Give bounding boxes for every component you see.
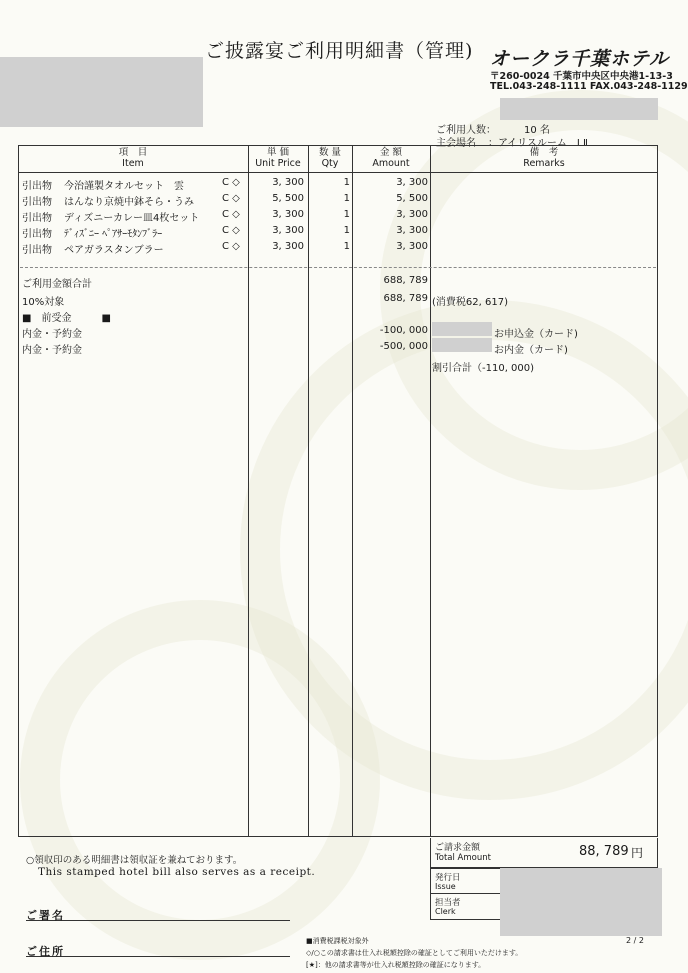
header-qty bbox=[308, 147, 352, 169]
tax-note-1: ■消費税課税対象外 bbox=[306, 937, 369, 945]
item-tax-mark: C ◇ bbox=[222, 209, 240, 220]
summary-tax10-amount: 688, 789 bbox=[383, 293, 428, 304]
col-divider bbox=[430, 145, 431, 837]
summary-deposit1-remark: お申込金（カード) bbox=[494, 329, 578, 340]
header-qty-jp: 数 量 bbox=[318, 147, 342, 158]
address-label: ご住所 bbox=[26, 945, 65, 958]
summary-tax10-label: 10%対象 bbox=[22, 297, 65, 308]
summary-deposit2-amount: -500, 000 bbox=[379, 341, 428, 352]
summary-tax10-remark: (消費税62, 617) bbox=[432, 297, 508, 308]
item-tax-mark: C ◇ bbox=[222, 193, 240, 204]
col-divider bbox=[308, 145, 309, 837]
redacted-issue-clerk bbox=[500, 868, 662, 936]
item-name: 今治謹製タオルセット 雲 bbox=[64, 181, 184, 192]
summary-discount-remark: 割引合計（-110, 000) bbox=[432, 363, 535, 374]
item-qty: 1 bbox=[343, 225, 350, 236]
signature-line bbox=[26, 904, 290, 921]
item-tax-mark: C ◇ bbox=[222, 241, 240, 252]
guests-value: 10 名 bbox=[524, 125, 550, 136]
address-line bbox=[26, 940, 290, 957]
summary-advance-label: ■ 前受金 ■ bbox=[22, 313, 111, 324]
header-unit-price bbox=[248, 147, 308, 169]
item-unit-price: 3, 300 bbox=[272, 241, 304, 252]
item-tax-mark: C ◇ bbox=[222, 177, 240, 188]
receipt-notice-jp: ○領収印のある明細書は領収証を兼ねております。 bbox=[26, 855, 243, 866]
header-remarks-en: Remarks bbox=[523, 158, 565, 169]
item-category: 引出物 bbox=[22, 229, 52, 240]
item-amount: 3, 300 bbox=[396, 209, 428, 220]
header-remarks bbox=[430, 147, 658, 169]
header-item-jp: 項 目 bbox=[118, 147, 148, 158]
col-divider bbox=[248, 145, 249, 837]
header-remarks-jp: 備 考 bbox=[529, 147, 559, 158]
issue-label-en: Issue bbox=[435, 882, 456, 891]
hotel-name: オークラ千葉ホテル bbox=[490, 48, 670, 70]
tax-note-3: [★]：他の請求書等が仕入れ税額控除の確証になります。 bbox=[306, 961, 486, 969]
item-category: 引出物 bbox=[22, 197, 52, 208]
item-category: 引出物 bbox=[22, 213, 52, 224]
item-amount: 5, 500 bbox=[396, 193, 428, 204]
summary-total-amount: 688, 789 bbox=[383, 275, 428, 286]
header-item-en: Item bbox=[122, 158, 144, 169]
hotel-tel-fax: TEL.043-248-1111 FAX.043-248-1129 bbox=[490, 81, 688, 92]
billing-box bbox=[430, 838, 658, 868]
item-unit-price: 3, 300 bbox=[272, 225, 304, 236]
item-category: 引出物 bbox=[22, 181, 52, 192]
billing-unit: 円 bbox=[631, 846, 644, 860]
redacted-date-block bbox=[500, 98, 658, 120]
item-qty: 1 bbox=[343, 209, 350, 220]
redacted-deposit-date bbox=[432, 338, 492, 352]
item-name: はんなり京焼中鉢そら・うみ bbox=[64, 197, 194, 208]
item-amount: 3, 300 bbox=[396, 241, 428, 252]
summary-deposit2-label: 内金・予約金 bbox=[22, 345, 82, 356]
page-number: 2 / 2 bbox=[626, 936, 644, 945]
redacted-customer-block bbox=[0, 57, 203, 127]
venue-label: 主会場名 bbox=[436, 138, 476, 149]
item-name: ペアガラスタンブラー bbox=[64, 245, 164, 256]
header-qty-en: Qty bbox=[321, 158, 339, 169]
billing-amount: 88, 789 bbox=[579, 844, 629, 859]
summary-deposit1-amount: -100, 000 bbox=[379, 325, 428, 336]
header-unit-price-jp: 単 価 bbox=[266, 147, 290, 158]
summary-total-label: ご利用金額合計 bbox=[22, 279, 92, 290]
item-unit-price: 5, 500 bbox=[272, 193, 304, 204]
item-qty: 1 bbox=[343, 177, 350, 188]
item-name: ディズニーカレー皿4枚セット bbox=[64, 213, 200, 224]
billing-label-jp: ご請求金額 bbox=[435, 843, 481, 853]
receipt-notice-en: This stamped hotel bill also serves as a receipt. bbox=[38, 866, 316, 878]
header-divider bbox=[18, 172, 658, 173]
item-name: ﾃﾞｨｽﾞﾆｰ ﾍﾟｱｻｰﾓﾀﾝﾌﾞﾗｰ bbox=[64, 229, 163, 240]
header-amount bbox=[352, 147, 430, 169]
item-unit-price: 3, 300 bbox=[272, 177, 304, 188]
issue-label-jp: 発行日 bbox=[435, 873, 461, 883]
header-item bbox=[18, 147, 248, 169]
item-amount: 3, 300 bbox=[396, 177, 428, 188]
venue-value: ：アイリスルーム Ⅰ Ⅱ bbox=[488, 138, 588, 149]
hotel-address: 〒260-0024 千葉市中央区中央港1-13-3 bbox=[490, 71, 673, 82]
summary-divider bbox=[20, 267, 656, 268]
item-amount: 3, 300 bbox=[396, 225, 428, 236]
item-qty: 1 bbox=[343, 193, 350, 204]
item-category: 引出物 bbox=[22, 245, 52, 256]
summary-deposit2-remark: お内金（カード) bbox=[494, 345, 568, 356]
header-unit-price-en: Unit Price bbox=[255, 158, 301, 169]
clerk-label-jp: 担当者 bbox=[435, 898, 461, 908]
signature-label: ご署名 bbox=[26, 909, 65, 922]
redacted-deposit-date bbox=[432, 322, 492, 336]
clerk-label-en: Clerk bbox=[435, 907, 456, 916]
summary-deposit1-label: 内金・予約金 bbox=[22, 329, 82, 340]
header-amount-en: Amount bbox=[372, 158, 410, 169]
col-divider bbox=[352, 145, 353, 837]
item-tax-mark: C ◇ bbox=[222, 225, 240, 236]
header-amount-jp: 金 額 bbox=[379, 147, 403, 158]
tax-note-2: ◇/○この請求書は仕入れ税額控除の確証としてご利用いただけます。 bbox=[306, 949, 523, 957]
item-qty: 1 bbox=[343, 241, 350, 252]
guests-label: ご利用人数： bbox=[436, 125, 496, 136]
document-title: ご披露宴ご利用明細書（管理) bbox=[205, 40, 474, 62]
billing-label-en: Total Amount bbox=[435, 853, 491, 863]
item-unit-price: 3, 300 bbox=[272, 209, 304, 220]
